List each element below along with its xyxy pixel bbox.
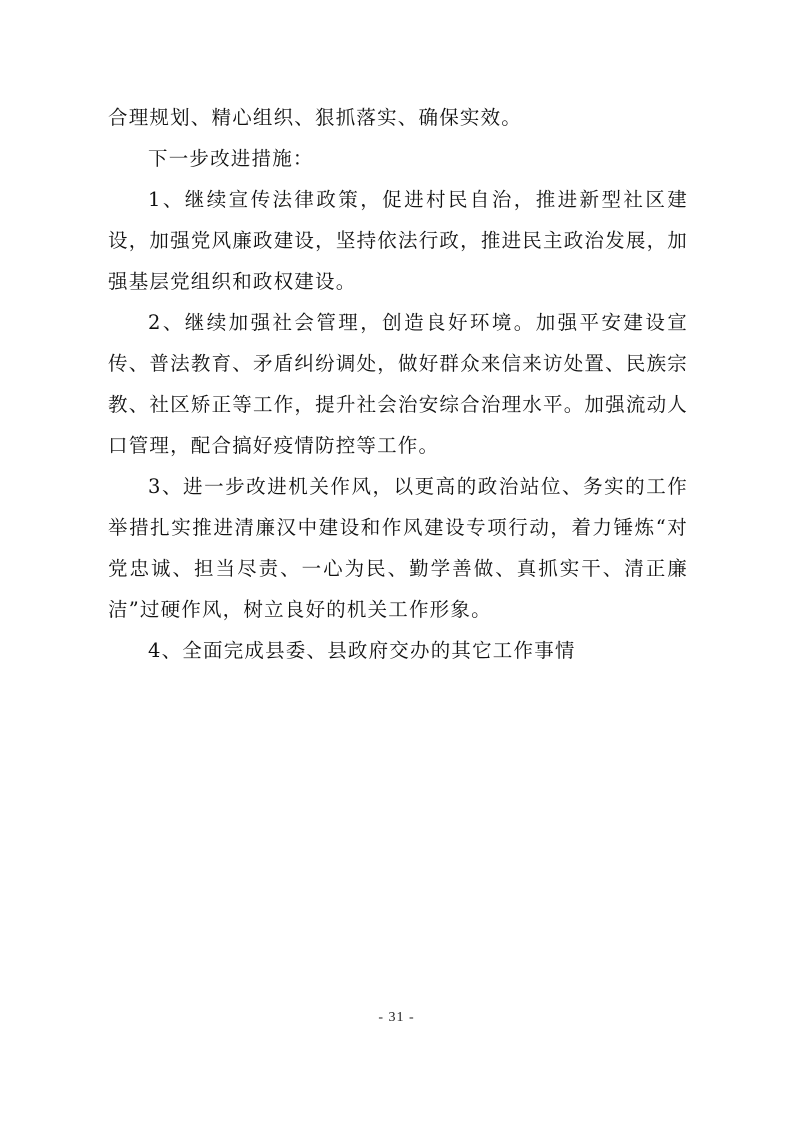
paragraph-continuation: 合理规划、精心组织、狠抓落实、确保实效。 bbox=[108, 106, 523, 129]
paragraph-item-4: 4、全面完成县委、县政府交办的其它工作事情 bbox=[148, 639, 576, 662]
paragraph-item-3: 3、进一步改进机关作风，以更高的政治站位、务实的工作举措扎实推进清廉汉中建设和作风建设专项行动，着力锤炼“对党忠诚、担当尽责、一心为民、勤学善做、真抓实干、清正廉洁”过硬作风，树立良好的机关工作形象。 bbox=[108, 475, 688, 621]
paragraph-next-steps-heading: 下一步改进措施： bbox=[148, 147, 314, 170]
paragraph-item-1: 1、继续宣传法律政策，促进村民自治，推进新型社区建设，加强党风廉政建设，坚持依法行政，推进民主政治发展，加强基层党组织和政权建设。 bbox=[108, 188, 688, 293]
body-text bbox=[108, 97, 688, 671]
paragraph-item-2: 2、继续加强社会管理，创造良好环境。加强平安建设宣传、普法教育、矛盾纠纷调处，做好群众来信来访处置、民族宗教、社区矫正等工作，提升社会治安综合治理水平。加强流动人口管理，配合搞好疫情防控等工作。 bbox=[108, 311, 688, 457]
page-number: - 31 - bbox=[378, 1010, 415, 1025]
